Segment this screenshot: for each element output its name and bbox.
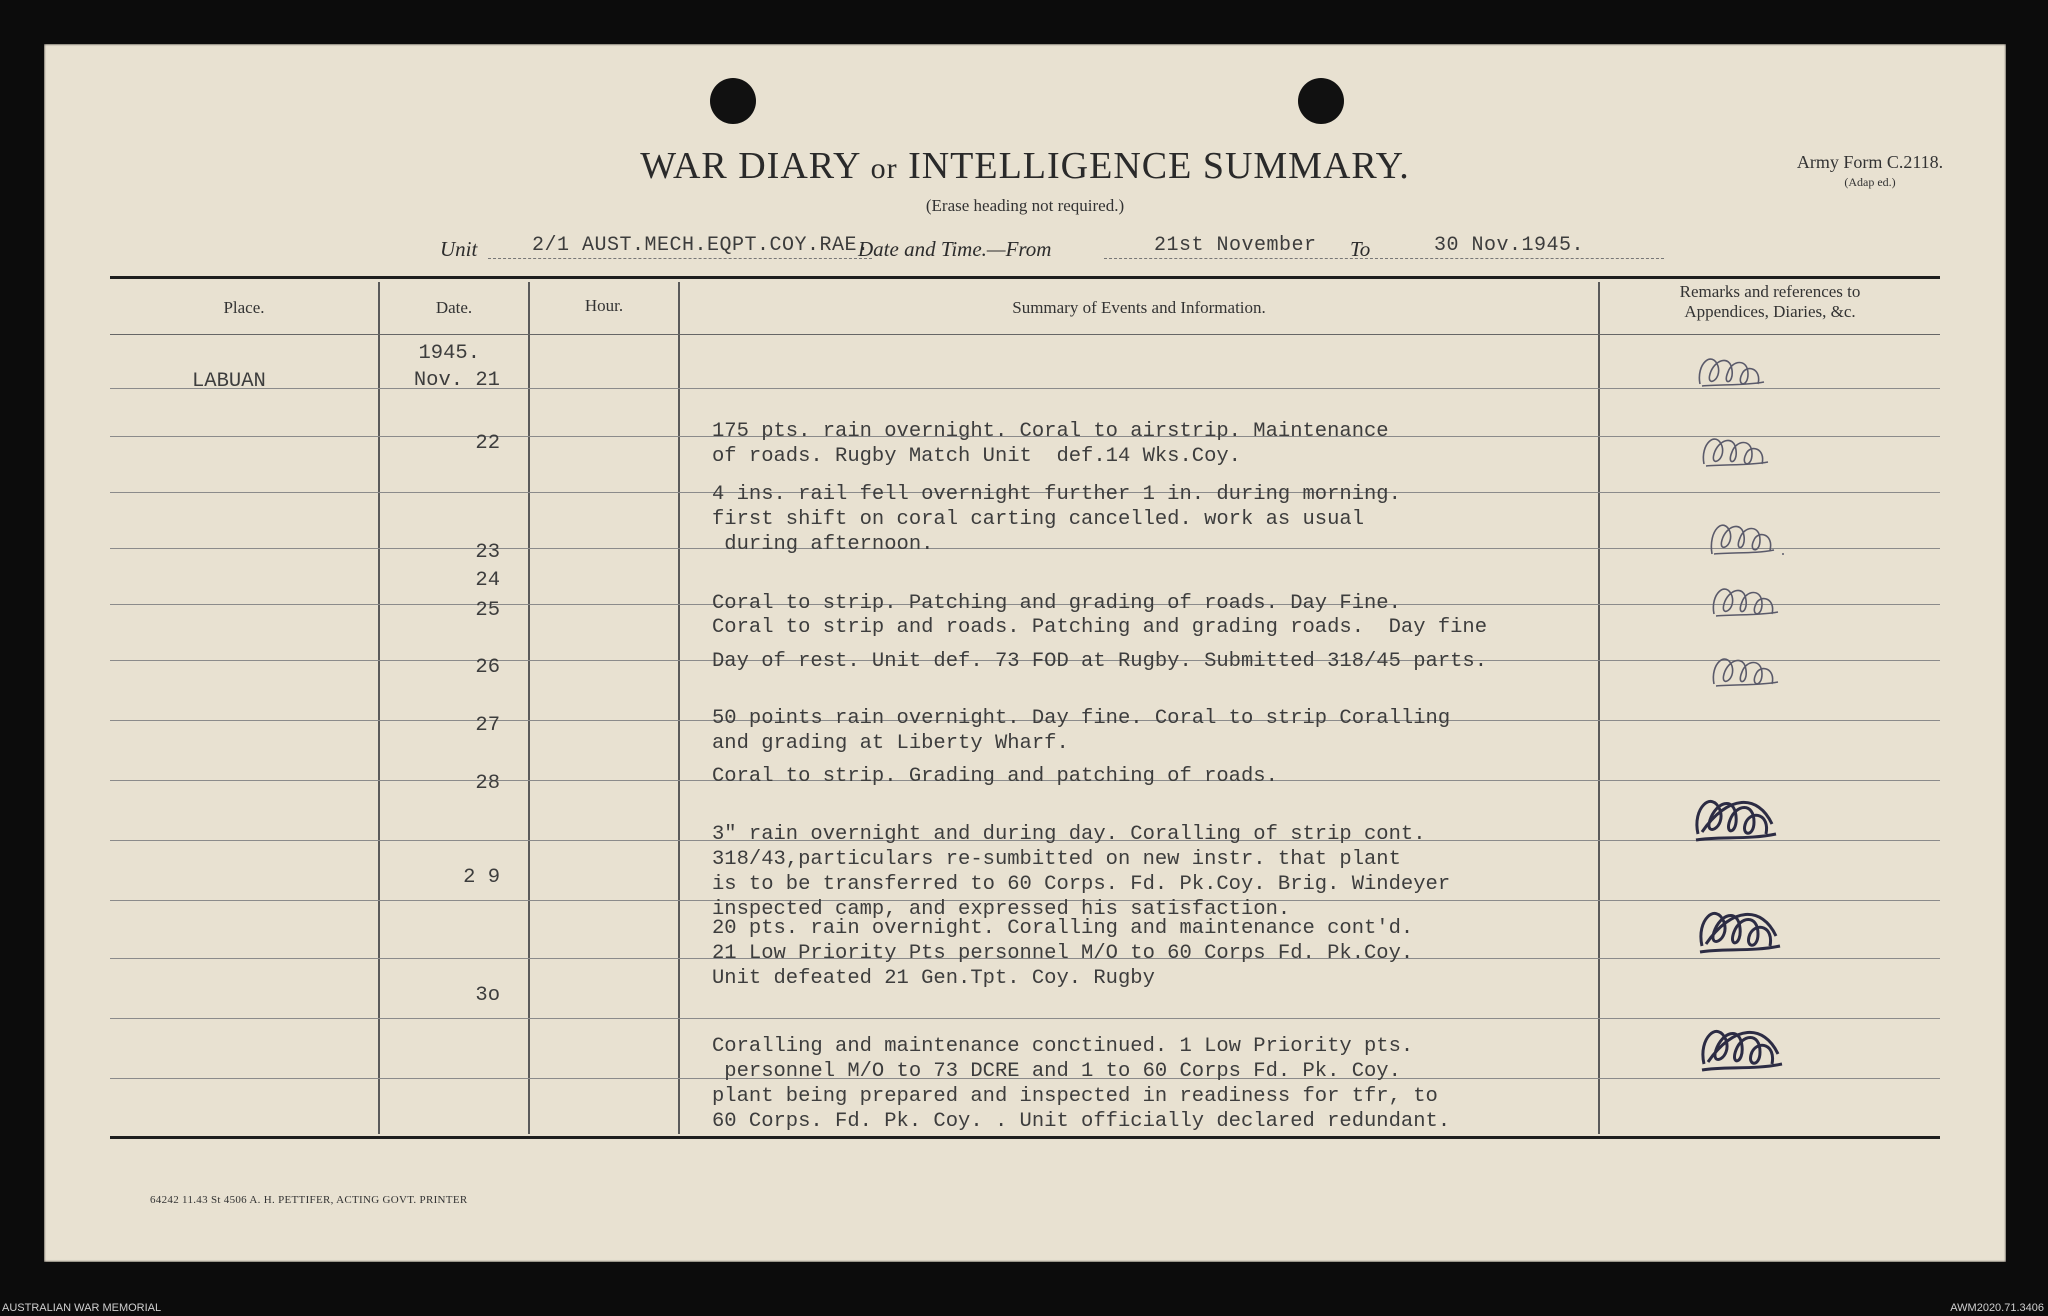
entry-text: Coral to strip and roads. Patching and grading roads. Day fine xyxy=(712,616,1488,639)
unit-dotline xyxy=(488,258,872,259)
column-header-date: Date. xyxy=(435,298,473,317)
entry-date: 26 xyxy=(475,656,500,679)
table-top-rule xyxy=(110,276,1940,279)
date-label: Date and Time.—From xyxy=(858,237,1052,261)
column-header-hour: Hour. xyxy=(584,296,624,315)
entry-date: 25 xyxy=(475,599,500,622)
header-rule xyxy=(110,334,1940,335)
initials-scribble xyxy=(1706,574,1786,634)
initials-scribble xyxy=(1694,1014,1790,1090)
caption-left: AUSTRALIAN WAR MEMORIAL xyxy=(2,1302,162,1314)
punch-hole xyxy=(710,78,756,124)
diary-page xyxy=(44,44,2006,1262)
year: 1945. xyxy=(418,342,480,365)
initials-scribble xyxy=(1706,644,1786,704)
unit-label: Unit xyxy=(440,237,478,261)
entry-text: 175 pts. rain overnight. Coral to airstrip. Maintenance of roads. Rugby Match Unit def.14 Wks.Coy. xyxy=(712,420,1389,468)
entry-text: Coral to strip. Patching and grading of roads. Day Fine. xyxy=(712,592,1401,615)
form-subtitle: (Erase heading not required.) xyxy=(925,196,1125,215)
entry-text: 50 points rain overnight. Day fine. Coral to strip Coralling and grading at Liberty Wharf. xyxy=(712,707,1451,755)
printer-imprint: 64242 11.43 St 4506 A. H. PETTIFER, ACTING GOVT. PRINTER xyxy=(150,1194,468,1206)
column-header-summary: Summary of Events and Information. xyxy=(1012,298,1266,317)
column-divider xyxy=(678,282,680,1134)
initials-scribble xyxy=(1692,344,1772,404)
entry-date: 28 xyxy=(475,772,500,795)
initials-scribble xyxy=(1688,784,1784,860)
from-value: 21st November xyxy=(1154,234,1317,257)
initials-scribble xyxy=(1696,424,1776,484)
entry-date: Nov. 21 xyxy=(413,369,500,392)
army-form-ref: Army Form C.2118. (Adap ed.) xyxy=(1796,152,1944,189)
column-divider xyxy=(528,282,530,1134)
entry-date: 24 xyxy=(475,569,500,592)
entry-text: 3" rain overnight and during day. Coralling of strip cont. 318/43,particulars re-sumbitted on new instr. that plant is to be transferred to 60 Corps. Fd. Pk.Coy. Brig. Windeyer inspected camp, and expressed his satisfaction. xyxy=(712,823,1451,921)
column-header-place: Place. xyxy=(223,298,265,317)
to-label: To xyxy=(1350,237,1371,261)
entry-text: 4 ins. rail fell overnight further 1 in. during morning. first shift on coral carting cancelled. work as usual during afternoon. xyxy=(712,483,1401,556)
column-header-remarks: Remarks and references to Appendices, Diaries, &c. xyxy=(1679,282,1861,321)
entry-date: 2 9 xyxy=(463,866,500,889)
caption-right: AWM2020.71.3406 xyxy=(1950,1302,2044,1314)
initials-scribble xyxy=(1692,896,1788,972)
initials-scribble xyxy=(1704,510,1794,570)
to-value: 30 Nov.1945. xyxy=(1434,234,1585,257)
column-divider xyxy=(1598,282,1600,1134)
unit-value: 2/1 AUST.MECH.EQPT.COY.RAE. xyxy=(532,234,870,257)
entry-date: 23 xyxy=(475,541,500,564)
entry-text: 20 pts. rain overnight. Coralling and maintenance cont'd. 21 Low Priority Pts personnel M/O to 60 Corps Fd. Pk.Coy. Unit defeated 21 Gen.Tpt. Coy. Rugby xyxy=(712,917,1414,990)
entry-date: 22 xyxy=(475,432,500,455)
date-dotline xyxy=(1104,258,1664,259)
entry-text: Day of rest. Unit def. 73 FOD at Rugby. Submitted 318/45 parts. xyxy=(712,650,1488,673)
place-value: LABUAN xyxy=(192,370,266,393)
entry-date: 3o xyxy=(475,984,500,1007)
entry-text: Coral to strip. Grading and patching of roads. xyxy=(712,765,1278,788)
form-title: WAR DIARY or INTELLIGENCE SUMMARY. xyxy=(640,145,1410,187)
entry-date: 27 xyxy=(475,714,500,737)
entry-text: Coralling and maintenance conctinued. 1 Low Priority pts. personnel M/O to 73 DCRE and 1 to 60 Corps Fd. Pk. Coy. plant being prepared and inspected in readiness for tfr, to 60 Corps. Fd. Pk. Coy. . Unit officially declared redundant. xyxy=(712,1035,1451,1133)
punch-hole xyxy=(1298,78,1344,124)
